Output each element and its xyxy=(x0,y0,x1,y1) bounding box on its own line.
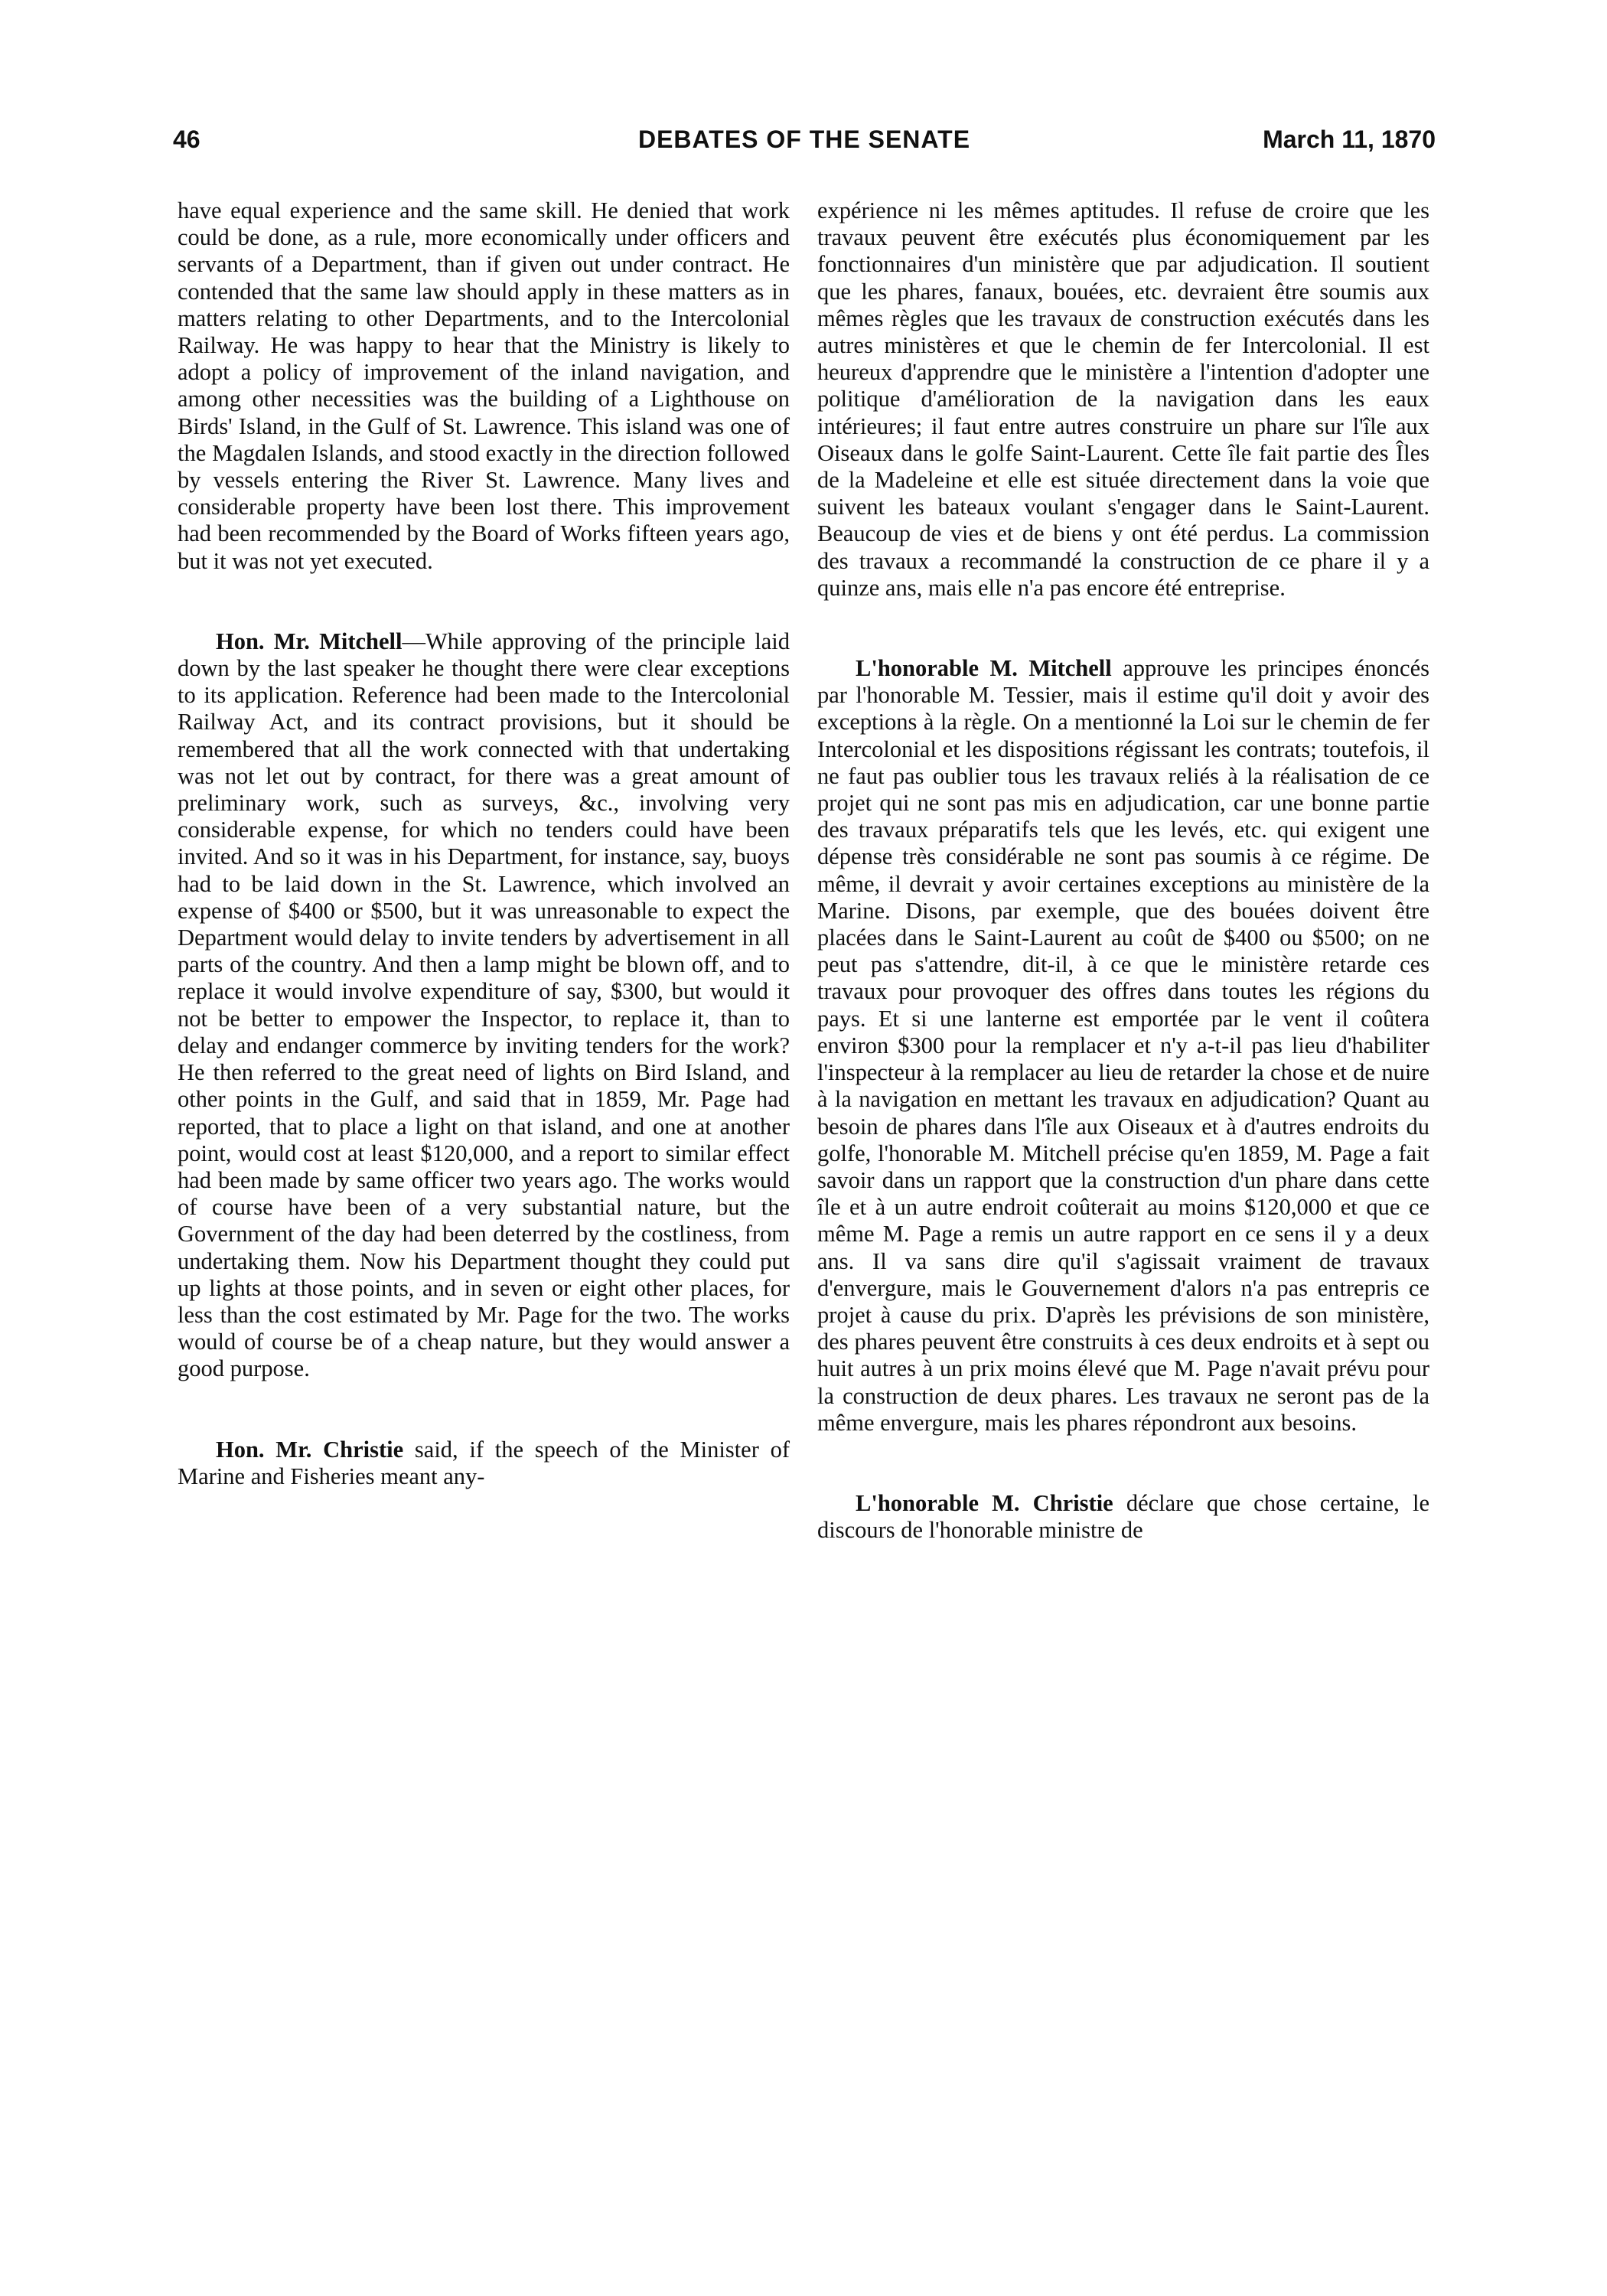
french-paragraph-2 xyxy=(817,655,1429,1437)
english-paragraph-2-text: —While approving of the principle laid down by the last speaker he thought there were clear exceptions to its application. Reference had been made to the Intercolonial Railway Act, and its contract provisions, but it should be remembered that all the work connected with that undertaking was not let out by contract, for there was a great amount of preliminary work, such as surveys, &c., involving very considerable expense, for which no tenders could have been invited. And so it was in his Department, for instance, say, buoys had to be laid down in the St. Lawrence, which involved an expense of $400 or $500, but it was unreasonable to expect the Department would delay to invite tenders by advertisement in all parts of the country. And then a lamp might be blown off, and to replace it would involve expenditure of say, $300, but would it not be better to empower the Inspector, to replace it, than to delay and endanger commerce by inviting tenders for the work? He then referred to the great need of lights on Bird Island, and other points in the Gulf, and said that in 1859, Mr. Page had reported, that to place a light on that island, and one at another point, would cost at least $120,000, and a report to similar effect had been made by same officer two years ago. The works would of course have been of a very substantial nature, but the Government of the day had been deterred by the costliness, from undertaking them. Now his Department thought they could put up lights at those points, and in seven or eight other places, for less than the cost estimated by Mr. Page for the two. The works would of course be of a cheap nature, but they would answer a good purpose. xyxy=(178,628,790,1382)
page-date: March 11, 1870 xyxy=(1263,126,1436,153)
english-paragraph-3 xyxy=(178,1437,790,1490)
page-number: 46 xyxy=(173,126,200,153)
english-paragraph-2 xyxy=(178,628,790,1383)
speaker-name: L'honorable M. Mitchell xyxy=(856,655,1112,682)
english-paragraph-1: have equal experience and the same skill. He denied that work could be done, as a rule, more economically under officers and servants of a Department, than if given out under contract. He contended that the same law should apply in these matters as in matters relating to other Departments, and to the Intercolonial Railway. He was happy to hear that the Ministry is likely to adopt a policy of improvement of the inland navigation, and among other necessities was the building of a Lighthouse on Birds' Island, in the Gulf of St. Lawrence. This island was one of the Magdalen Islands, and stood exactly in the direction followed by vessels entering the River St. Lawrence. Many lives and considerable property have been lost there. This improvement had been recommended by the Board of Works fifteen years ago, but it was not yet executed. xyxy=(178,197,790,574)
speaker-name: Hon. Mr. Christie xyxy=(216,1436,404,1463)
speaker-name: Hon. Mr. Mitchell xyxy=(216,628,403,654)
page-title: DEBATES OF THE SENATE xyxy=(637,126,971,153)
french-paragraph-3-text: déclare que chose certaine, le discours de l'honorable ministre de xyxy=(817,1489,1429,1544)
page-header xyxy=(173,126,1436,171)
french-paragraph-3 xyxy=(817,1490,1429,1544)
french-paragraph-1: expérience ni les mêmes aptitudes. Il refuse de croire que les travaux peuvent être exécutés plus économiquement par les fonctionnaires d'un ministère que par adjudication. Il soutient que les phares, fanaux, bouées, etc. devraient être soumis aux mêmes règles que les travaux de construction exécutés dans les autres ministères et que le chemin de fer Intercolonial. Il est heureux d'apprendre que le ministère a l'intention d'adopter une politique d'amélioration de la navigation dans les eaux intérieures; il faut entre autres construire un phare sur l'île aux Oiseaux dans le golfe Saint-Laurent. Cette île fait partie des Îles de la Madeleine et elle est située directement dans la voie que suivent les bateaux voulant s'engager dans le Saint-Laurent. Beaucoup de vies et de biens y ont été perdus. La commission des travaux a recommandé la construction de ce phare il y a quinze ans, mais elle n'a pas encore été entreprise. xyxy=(817,197,1429,601)
english-paragraph-3-text: said, if the speech of the Minister of Marine and Fisheries meant any- xyxy=(178,1436,790,1489)
french-paragraph-2-text: approuve les principes énoncés par l'honorable M. Tessier, mais il estime qu'il doit y avoir des exceptions à la règle. On a mentionné la Loi sur le chemin de fer Intercolonial et les dispositions régissant les contrats; toutefois, il ne faut pas oublier tous les travaux reliés à la réalisation de ce projet qui ne sont pas mis en adjudication, car une bonne partie des travaux préparatifs tels que les levés, etc. qui exigent une dépense très considérable ne sont pas soumis à ce régime. De même, il devrait y avoir certaines exceptions au ministère de la Marine. Disons, par exemple, que des bouées doivent être placées dans le Saint-Laurent au coût de $400 ou $500; on ne peut pas s'attendre, dit-il, à ce que le ministère retarde ces travaux pour provoquer des offres dans toutes les régions du pays. Et si une lanterne est emportée par le vent il coûtera environ $300 pour la remplacer et n'y a-t-il pas lieu d'habiliter l'inspecteur à la remplacer au lieu de retarder la chose et de nuire à la navigation en mettant les travaux en adjudication? Quant au besoin de phares dans l'île aux Oiseaux et à d'autres endroits du golfe, l'honorable M. Mitchell précise qu'en 1859, M. Page a fait savoir dans un rapport que la construction d'un phare dans cette île et à un autre endroit coûterait au moins $120,000 et que ce même M. Page a remis un autre rapport en ce sens il y a deux ans. Il va sans dire qu'il s'agissait vraiment de travaux d'envergure, mais le Gouvernement d'alors n'a pas entrepris ce projet à cause du prix. D'après les prévisions de son ministère, des phares peuvent être construits à ces deux endroits et à sept ou huit autres à un prix moins élevé que M. Page n'avait prévu pour la construction de deux phares. Les travaux ne seront pas de la même envergure, mais les phares répondront aux besoins. xyxy=(817,655,1429,1436)
english-column xyxy=(178,197,790,1490)
speaker-name: L'honorable M. Christie xyxy=(856,1489,1113,1516)
french-column xyxy=(817,197,1429,1544)
